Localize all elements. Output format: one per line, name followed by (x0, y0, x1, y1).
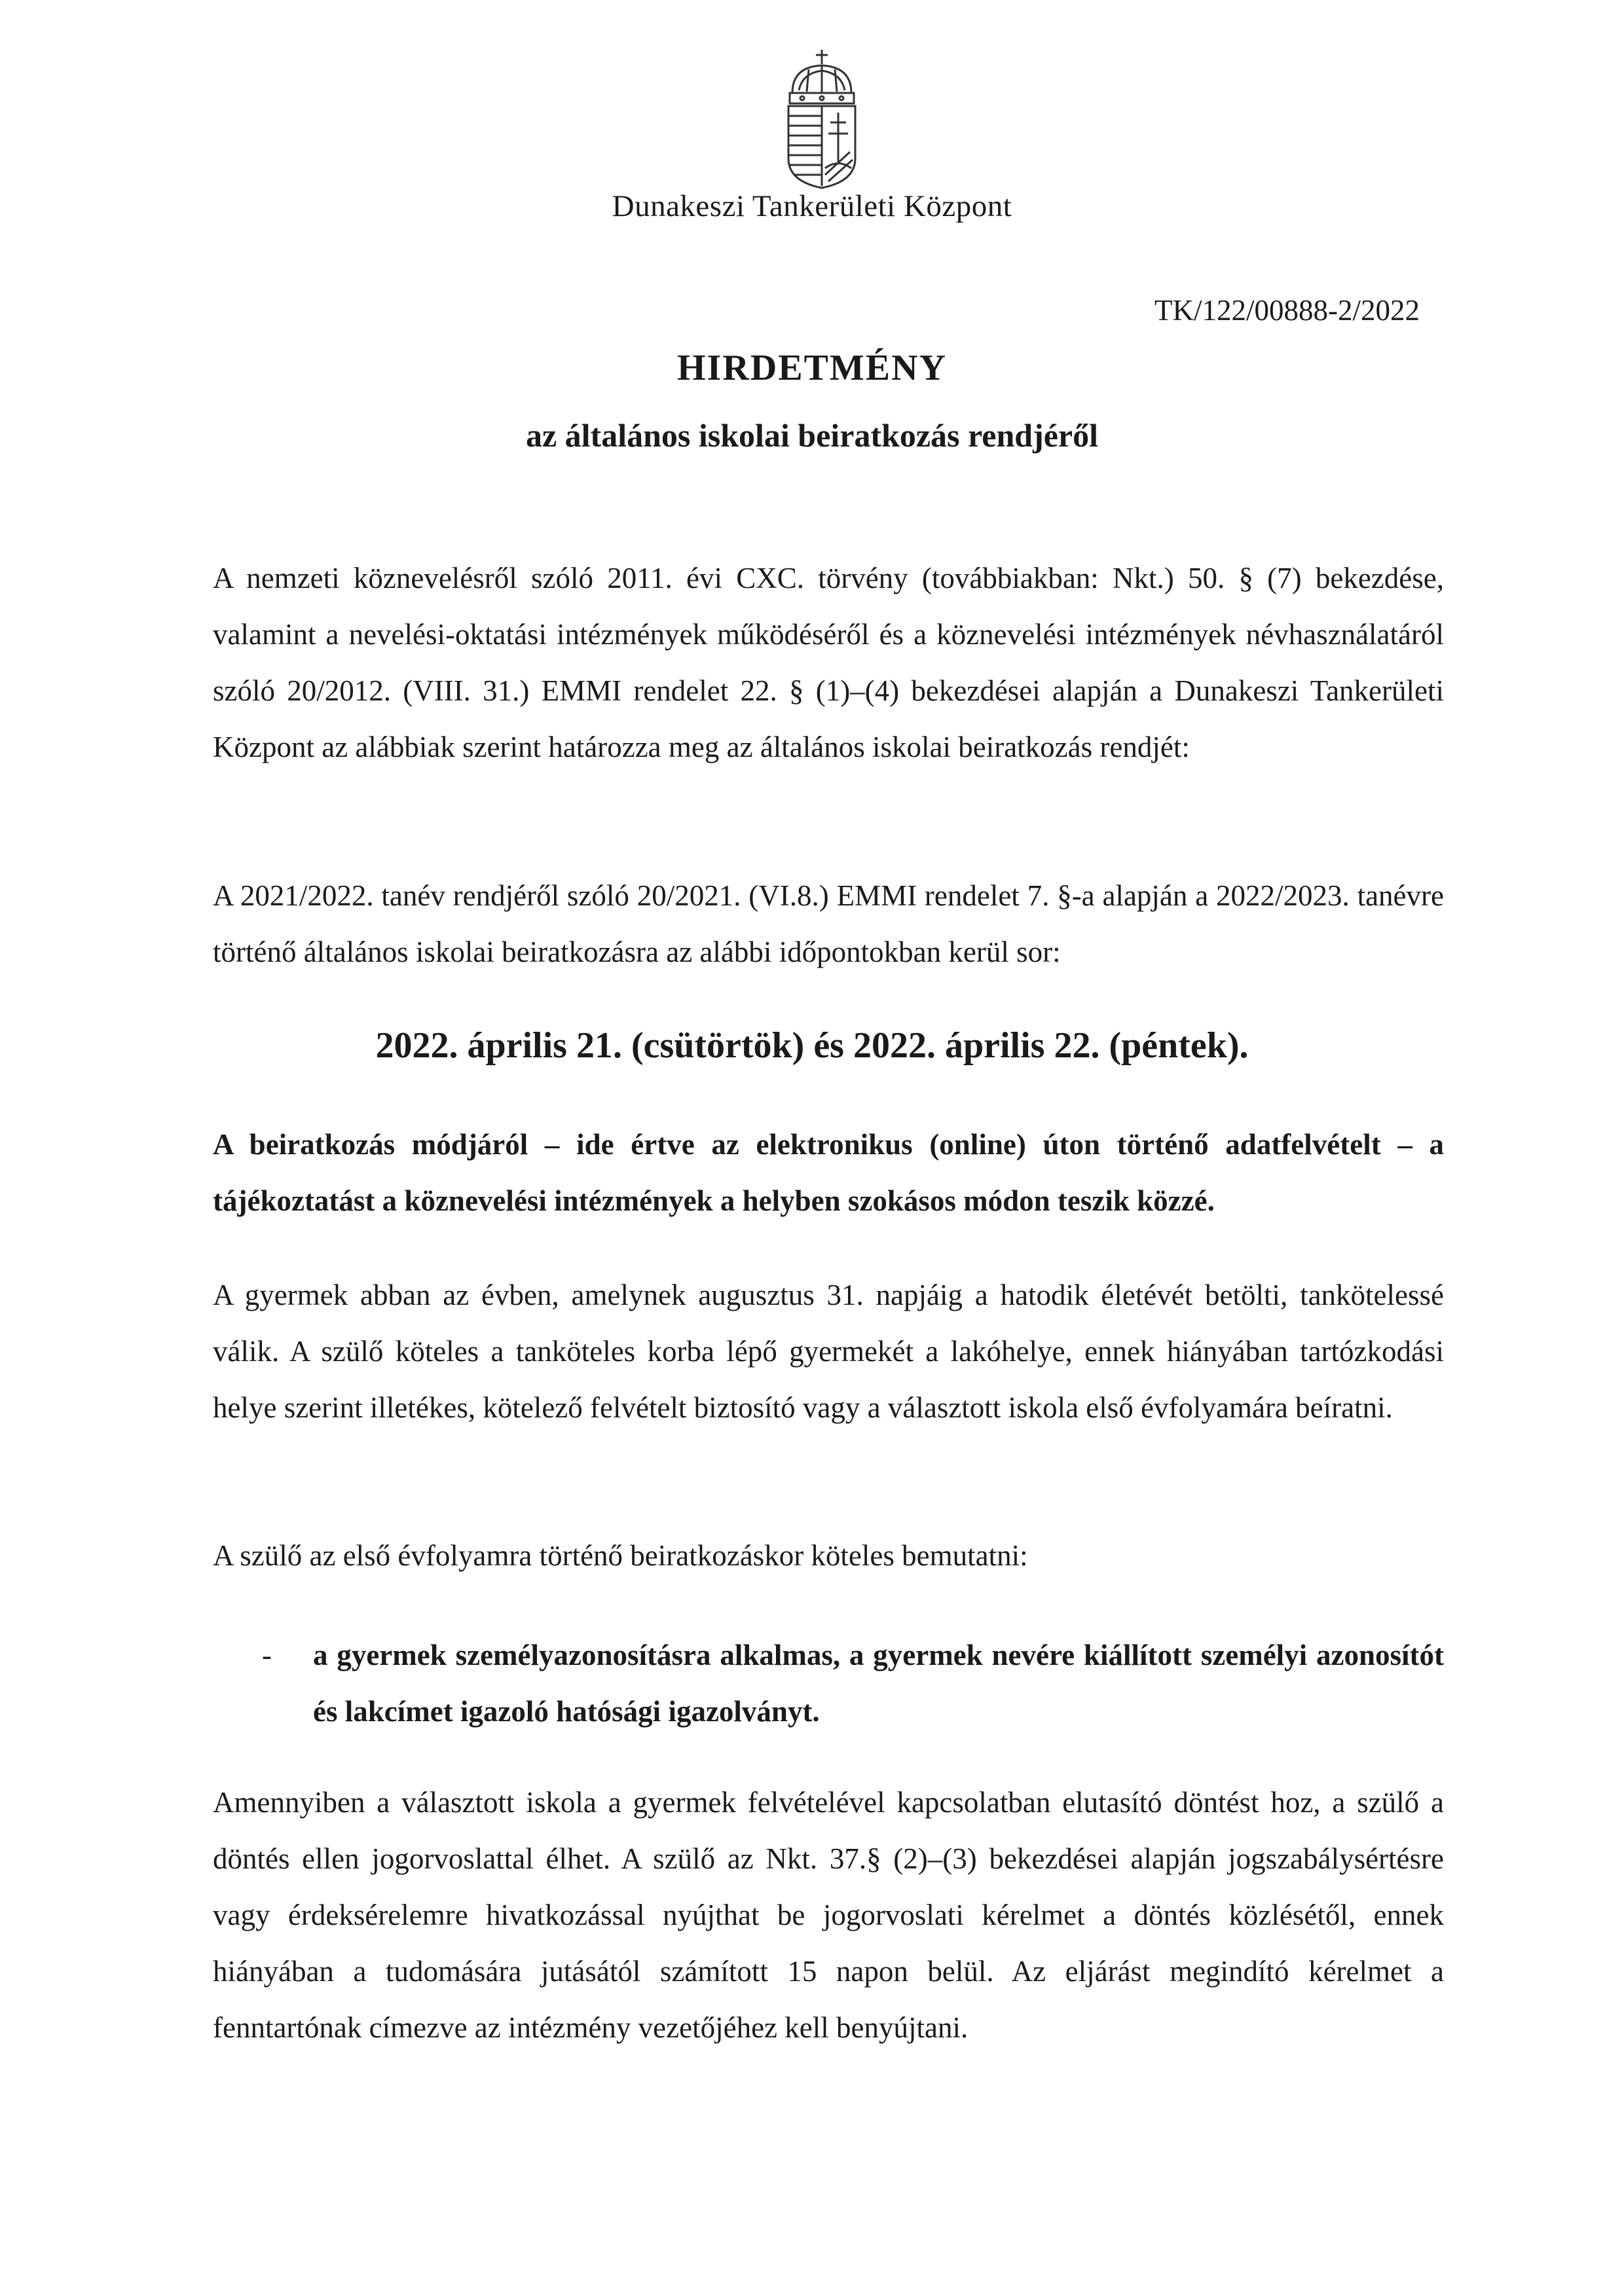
compulsory-schooling-paragraph: A gyermek abban az évben, amelynek augusztus 31. napjáig a hatodik életévét betölti, tankötelessé válik. A szülő köteles a tanköteles korba lépő gyermekét a lakóhelye, ennek hiányában tartózkodási helye szerint illetékes, kötelező felvételt biztosító vagy a választott iskola első évfolyamára beíratni. (213, 1279, 1444, 1424)
document-title: HIRDETMÉNY (676, 348, 948, 388)
document-number: TK/122/00888-2/2022 (1154, 294, 1420, 327)
enrollment-dates: 2022. április 21. (csütörtök) és 2022. április 22. (péntek). (375, 1025, 1249, 1066)
required-document-text: a gyermek személyazonosításra alkalmas, a gyermek nevére kiállított személyi azonosítót és lakcímet igazoló hatósági igazolványt. (313, 1639, 1444, 1728)
required-document-item (262, 1627, 1444, 1740)
legal-basis-paragraph: A nemzeti köznevelésről szóló 2011. évi CXC. törvény (továbbiakban: Nkt.) 50. § (7) bekezdése, valamint a nevelési-oktatási intézmények működéséről és a köznevelési intézmények névhasználatáról szóló 20/2012. (VIII. 31.) EMMI rendelet 22. § (1)–(4) bekezdései alapján a Dunakeszi Tankerületi Központ az alábbiak szerint határozza meg az általános iskolai beiratkozás rendjét: (213, 562, 1444, 763)
enrollment-method-paragraph: A beiratkozás módjáról – ide értve az elektronikus (online) úton történő adatfelvételt – a tájékoztatást a köznevelési intézmények a helyben szokásos módon teszik közzé. (213, 1128, 1444, 1217)
coat-of-arms-icon (773, 47, 871, 191)
legal-remedy-paragraph: Amennyiben a választott iskola a gyermek felvételével kapcsolatban elutasító döntést hoz, a szülő a döntés ellen jogorvoslattal élhet. A szülő az Nkt. 37.§ (2)–(3) bekezdései alapján jogszabálysértésre vagy érdeksérelemre hivatkozással nyújthat be jogorvoslati kérelmet a döntés közlésétől, ennek hiányában a tudomására jutásától számított 15 napon belül. Az eljárást megindító kérelmet a fenntartónak címezve az intézmény vezetőjéhez kell benyújtani. (213, 1786, 1444, 2044)
school-year-paragraph: A 2021/2022. tanév rendjéről szóló 20/2021. (VI.8.) EMMI rendelet 7. §-a alapján a 2022/2023. tanévre történő általános iskolai beiratkozásra az alábbi időpontokban kerül sor: (213, 879, 1444, 968)
required-documents-intro: A szülő az első évfolyamra történő beiratkozáskor köteles bemutatni: (213, 1539, 1028, 1572)
bullet-dash: - (262, 1639, 272, 1671)
document-subtitle: az általános iskolai beiratkozás rendjéről (525, 417, 1099, 454)
issuing-authority: Dunakeszi Tankerületi Központ (612, 189, 1012, 223)
